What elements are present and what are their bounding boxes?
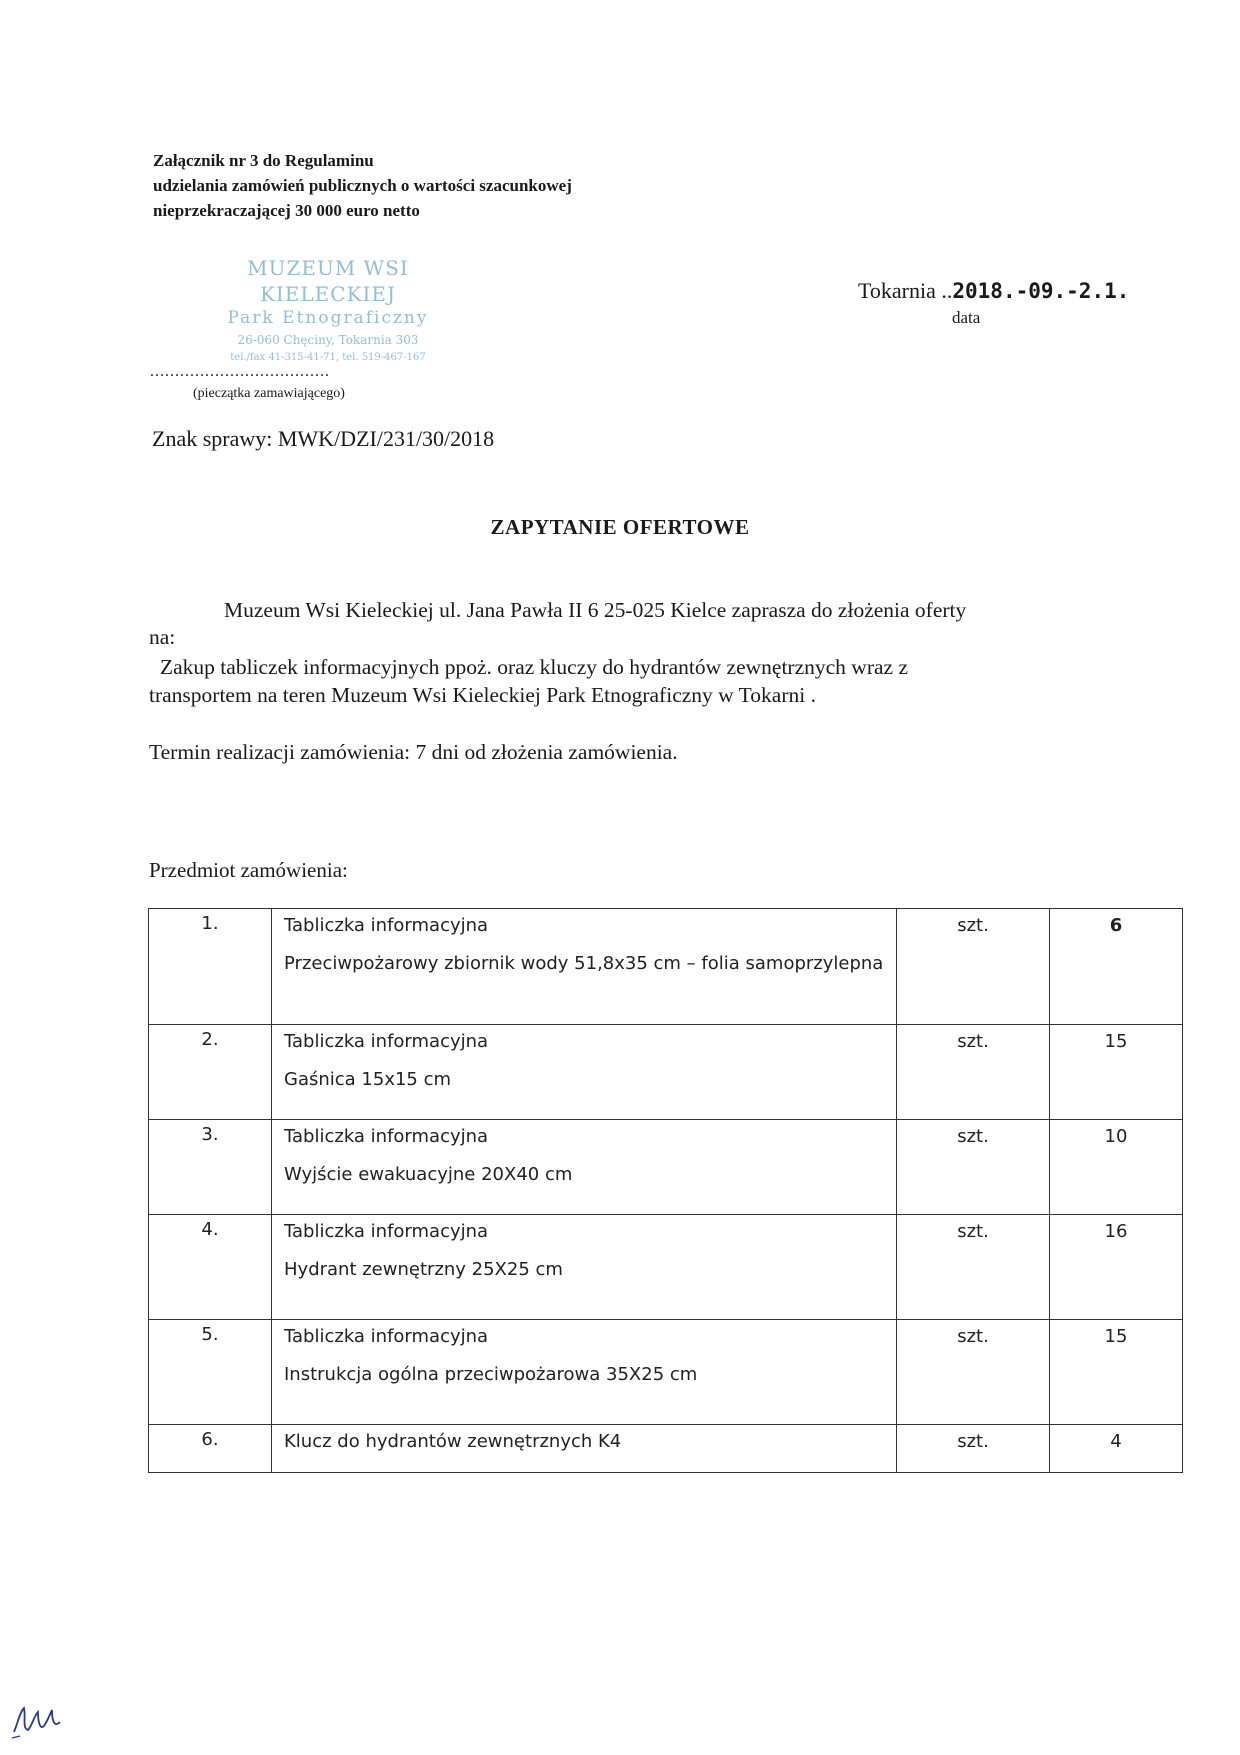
item-description [272,1215,897,1320]
item-unit: szt. [897,1320,1050,1425]
item-number: 5. [149,1320,272,1425]
item-name: Klucz do hydrantów zewnętrznych K4 [284,1431,622,1452]
item-description [272,1425,897,1473]
stamp-line: 26-060 Chęciny, Tokarnia 303 [237,333,419,347]
item-quantity: 16 [1050,1215,1183,1320]
item-unit: szt. [897,1025,1050,1120]
place-date [858,278,1129,304]
table-row [149,1025,1183,1120]
table-row [149,909,1183,1025]
item-description [272,909,897,1025]
institution-stamp [178,255,478,366]
item-detail: Przeciwpożarowy zbiornik wody 51,8x35 cm – folia samoprzylepna [284,953,884,974]
item-quantity: 15 [1050,1320,1183,1425]
table-row [149,1320,1183,1425]
item-quantity: 6 [1050,909,1183,1025]
item-number: 2. [149,1025,272,1120]
attachment-header [153,148,572,223]
item-description [272,1120,897,1215]
item-unit: szt. [897,1425,1050,1473]
intro-line: transportem na teren Muzeum Wsi Kieleckiej Park Etnograficzny w Tokarni . [149,683,816,707]
date-caption: data [952,308,981,327]
attachment-header-line: udzielania zamówień publicznych o wartości szacunkowej [153,176,572,195]
item-detail: Wyjście ewakuacyjne 20X40 cm [284,1164,573,1185]
place-name: Tokarnia .. [858,278,953,303]
table-row [149,1215,1183,1320]
item-quantity: 4 [1050,1425,1183,1473]
item-detail: Instrukcja ogólna przeciwpożarowa 35X25 cm [284,1364,698,1385]
attachment-header-line: nieprzekraczającej 30 000 euro netto [153,201,420,220]
intro-line: na: [149,625,176,649]
items-table [148,908,1183,1473]
subject-label: Przedmiot zamówienia: [149,858,348,882]
item-quantity: 10 [1050,1120,1183,1215]
intro-line: Zakup tabliczek informacyjnych ppoż. oraz kluczy do hydrantów zewnętrznych wraz z [160,655,908,679]
intro-line: Muzeum Wsi Kieleckiej ul. Jana Pawła II 6 25-025 Kielce zaprasza do złożenia oferty [224,598,967,622]
stamp-line: MUZEUM WSI KIELECKIEJ [247,256,409,306]
item-name: Tabliczka informacyjna [284,1221,489,1242]
signature-scribble [10,1700,70,1740]
item-number: 6. [149,1425,272,1473]
item-detail: Gaśnica 15x15 cm [284,1069,452,1090]
attachment-header-line: Załącznik nr 3 do Regulaminu [153,151,374,170]
table-row [149,1425,1183,1473]
item-number: 1. [149,909,272,1025]
item-quantity: 15 [1050,1025,1183,1120]
handwritten-date: 2018.-09.-2.1. [952,279,1130,303]
item-name: Tabliczka informacyjna [284,1031,489,1052]
stamp-line: tel./fax 41-315-41-71, tel. 519-467-167 [230,352,426,363]
item-name: Tabliczka informacyjna [284,1126,489,1147]
item-description [272,1320,897,1425]
stamp-caption: (pieczątka zamawiającego) [193,386,345,401]
item-name: Tabliczka informacyjna [284,915,489,936]
item-unit: szt. [897,909,1050,1025]
deadline-text: Termin realizacji zamówienia: 7 dni od złożenia zamówienia. [149,740,678,764]
item-number: 3. [149,1120,272,1215]
case-number: Znak sprawy: MWK/DZI/231/30/2018 [152,426,495,451]
document-title: ZAPYTANIE OFERTOWE [490,515,750,539]
item-name: Tabliczka informacyjna [284,1326,489,1347]
item-number: 4. [149,1215,272,1320]
table-row [149,1120,1183,1215]
stamp-dotted-line: .................................... [150,363,330,380]
item-unit: szt. [897,1215,1050,1320]
item-unit: szt. [897,1120,1050,1215]
item-detail: Hydrant zewnętrzny 25X25 cm [284,1259,563,1280]
item-description [272,1025,897,1120]
stamp-line: Park Etnograficzny [227,308,429,328]
